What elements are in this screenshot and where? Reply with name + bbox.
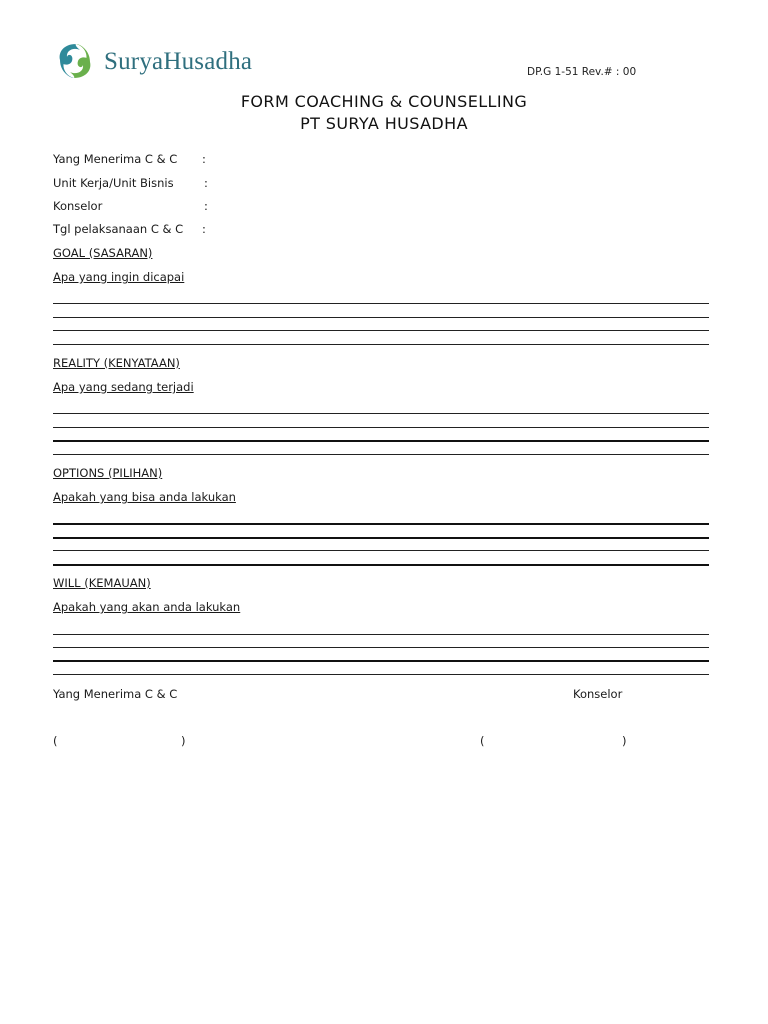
field-colon: :	[204, 199, 208, 213]
signature-counselor-label: Konselor	[573, 687, 623, 701]
section-goal-title: GOAL (SASARAN)	[53, 246, 153, 260]
section-will-prompt: Apakah yang akan anda lakukan	[53, 600, 241, 614]
answer-line[interactable]	[53, 454, 709, 455]
signature-counselor-open-paren: (	[480, 734, 485, 748]
answer-line[interactable]	[53, 634, 709, 635]
field-label: Tgl pelaksanaan C & C	[53, 222, 184, 236]
section-options-prompt: Apakah yang bisa anda lakukan	[53, 490, 236, 504]
field-colon: :	[204, 176, 208, 190]
signature-recipient-close-paren: )	[181, 734, 186, 748]
field-date	[53, 222, 183, 236]
surya-husadha-logo-icon	[54, 42, 96, 80]
answer-line[interactable]	[53, 330, 709, 331]
answer-line[interactable]	[53, 413, 709, 414]
answer-line[interactable]	[53, 647, 709, 648]
signature-counselor-close-paren: )	[622, 734, 627, 748]
logo-text: SuryaHusadha	[104, 47, 253, 75]
field-colon: :	[202, 152, 206, 166]
answer-line[interactable]	[53, 660, 709, 662]
section-reality-title: REALITY (KENYATAAN)	[53, 356, 180, 370]
signature-recipient-label: Yang Menerima C & C	[53, 687, 178, 701]
answer-line[interactable]	[53, 537, 709, 539]
field-recipient	[53, 152, 177, 166]
answer-line[interactable]	[53, 303, 709, 304]
section-reality-prompt: Apa yang sedang terjadi	[53, 380, 194, 394]
answer-line[interactable]	[53, 674, 709, 675]
answer-line[interactable]	[53, 344, 709, 345]
answer-line[interactable]	[53, 564, 709, 566]
answer-line[interactable]	[53, 317, 709, 318]
answer-line[interactable]	[53, 523, 709, 525]
section-options-title: OPTIONS (PILIHAN)	[53, 466, 163, 480]
answer-line[interactable]	[53, 440, 709, 442]
field-label: Unit Kerja/Unit Bisnis	[53, 176, 174, 190]
field-colon: :	[202, 222, 206, 236]
field-counselor	[53, 199, 102, 213]
field-work-unit	[53, 176, 174, 190]
company-title: PT SURYA HUSADHA	[300, 114, 468, 133]
signature-recipient-open-paren: (	[53, 734, 58, 748]
answer-line[interactable]	[53, 550, 709, 551]
form-title: FORM COACHING & COUNSELLING	[240, 92, 528, 111]
answer-line[interactable]	[53, 427, 709, 428]
document-code: DP.G 1-51 Rev.# : 00	[527, 66, 637, 78]
section-will-title: WILL (KEMAUAN)	[53, 576, 151, 590]
field-label: Konselor	[53, 199, 103, 213]
section-goal-prompt: Apa yang ingin dicapai	[53, 270, 185, 284]
company-logo	[54, 42, 252, 80]
field-label: Yang Menerima C & C	[53, 152, 178, 166]
